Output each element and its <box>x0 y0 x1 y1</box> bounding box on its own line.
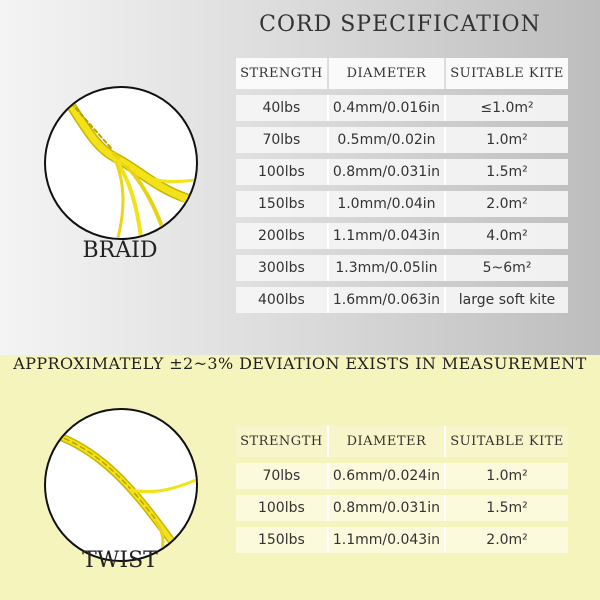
diameter-cell: 0.8mm/0.031in <box>329 159 446 185</box>
table-row <box>236 527 568 553</box>
twist-label: TWIST <box>82 548 158 573</box>
diameter-cell: 1.6mm/0.063in <box>329 287 446 313</box>
table-header-row <box>236 58 568 89</box>
table-row <box>236 463 568 489</box>
kite-cell: 4.0m² <box>446 223 568 249</box>
strength-cell: 70lbs <box>236 463 329 489</box>
diameter-cell: 1.1mm/0.043in <box>329 223 446 249</box>
diameter-cell: 1.0mm/0.04in <box>329 191 446 217</box>
deviation-note: APPROXIMATELY ±2~3% DEVIATION EXISTS IN MEASUREMENT <box>13 354 587 373</box>
table-row <box>236 127 568 153</box>
header-suitable-kite: SUITABLE KITE <box>446 426 568 457</box>
kite-cell: 1.5m² <box>446 495 568 521</box>
kite-cell: 2.0m² <box>446 527 568 553</box>
kite-cell: 2.0m² <box>446 191 568 217</box>
diameter-cell: 0.5mm/0.02in <box>329 127 446 153</box>
kite-cell: 1.0m² <box>446 127 568 153</box>
strength-cell: 300lbs <box>236 255 329 281</box>
header-diameter: DIAMETER <box>329 58 446 89</box>
braid-label: BRAID <box>82 238 158 263</box>
header-suitable-kite: SUITABLE KITE <box>446 58 568 89</box>
strength-cell: 40lbs <box>236 95 329 121</box>
twist-spec-table <box>236 420 568 559</box>
diameter-cell: 1.1mm/0.043in <box>329 527 446 553</box>
header-diameter: DIAMETER <box>329 426 446 457</box>
table-row <box>236 495 568 521</box>
table-row <box>236 159 568 185</box>
table-row <box>236 95 568 121</box>
table-row <box>236 223 568 249</box>
strength-cell: 200lbs <box>236 223 329 249</box>
diameter-cell: 0.8mm/0.031in <box>329 495 446 521</box>
diameter-cell: 0.4mm/0.016in <box>329 95 446 121</box>
spec-title: CORD SPECIFICATION <box>259 12 541 37</box>
table-row <box>236 287 568 313</box>
strength-cell: 70lbs <box>236 127 329 153</box>
twisted-cord-icon <box>44 408 198 562</box>
strength-cell: 150lbs <box>236 191 329 217</box>
header-strength: STRENGTH <box>236 58 329 89</box>
kite-cell: 5~6m² <box>446 255 568 281</box>
strength-cell: 150lbs <box>236 527 329 553</box>
braided-cord-icon <box>44 86 198 240</box>
table-header-row <box>236 426 568 457</box>
kite-cell: 1.5m² <box>446 159 568 185</box>
braid-spec-table <box>236 52 568 319</box>
strength-cell: 400lbs <box>236 287 329 313</box>
strength-cell: 100lbs <box>236 159 329 185</box>
table-row <box>236 191 568 217</box>
kite-cell: ≤1.0m² <box>446 95 568 121</box>
kite-cell: 1.0m² <box>446 463 568 489</box>
strength-cell: 100lbs <box>236 495 329 521</box>
kite-cell: large soft kite <box>446 287 568 313</box>
diameter-cell: 1.3mm/0.05lin <box>329 255 446 281</box>
header-strength: STRENGTH <box>236 426 329 457</box>
diameter-cell: 0.6mm/0.024in <box>329 463 446 489</box>
table-row <box>236 255 568 281</box>
